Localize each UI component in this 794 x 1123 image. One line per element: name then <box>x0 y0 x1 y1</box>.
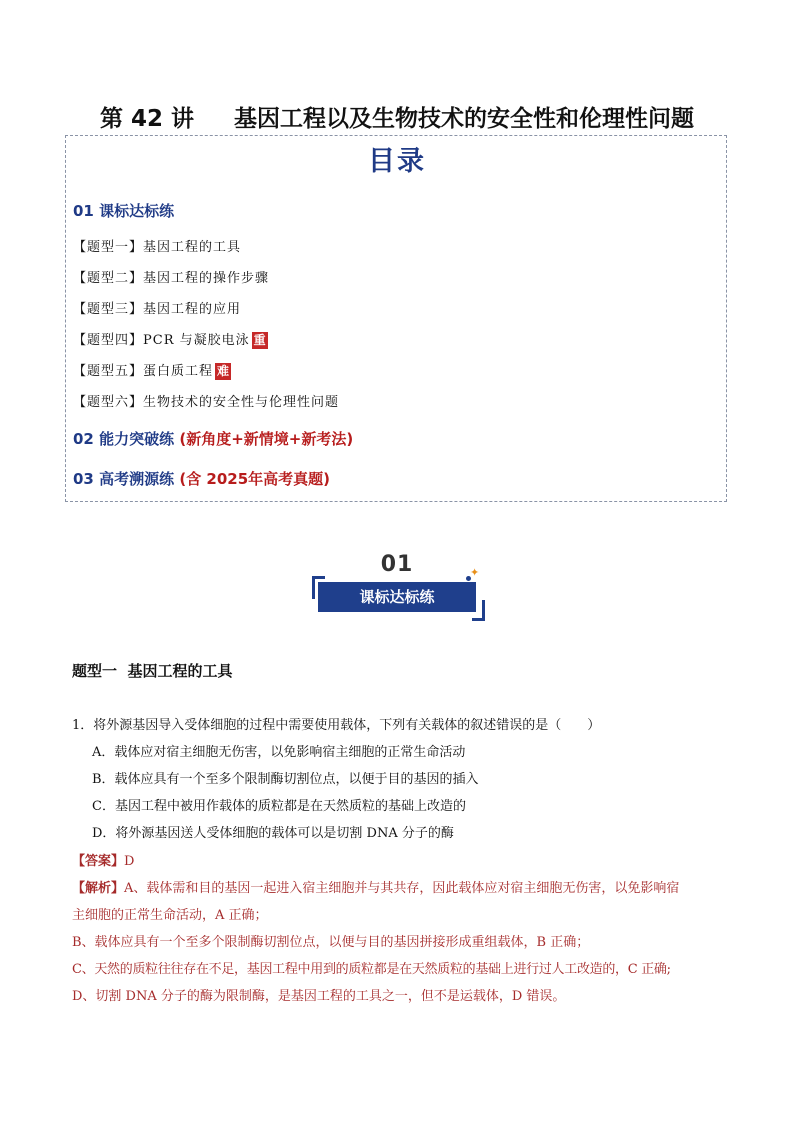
toc-section-3-label: 高考溯源练 <box>99 470 175 488</box>
toc-item-prefix: 【题型一】 <box>73 240 144 255</box>
toc-item-4[interactable] <box>73 329 268 349</box>
section-badge-number: 01 <box>380 552 414 577</box>
analysis-line-2: 主细胞的正常生命活动，A 正确； <box>72 908 268 923</box>
option-a: A．载体应对宿主细胞无伤害，以免影响宿主细胞的正常生命活动 <box>92 745 466 760</box>
toc-item-text: 蛋白质工程 <box>143 364 214 379</box>
option-d: D．将外源基因送人受体细胞的载体可以是切割 DNA 分子的酶 <box>92 826 454 841</box>
toc-section-2[interactable] <box>73 428 353 449</box>
toc-item-text: 生物技术的安全性与伦理性问题 <box>143 395 340 410</box>
toc-item-text: PCR 与凝胶电泳 <box>143 333 250 348</box>
analysis-label: 【解析】 <box>72 881 125 896</box>
important-tag: 重 <box>253 333 266 347</box>
analysis-line-3: B、载体应具有一个至多个限制酶切割位点，以便与目的基因拼接形成重组载体，B 正确； <box>72 935 590 950</box>
toc-section-3-note: (含 2025年高考真题) <box>179 470 331 488</box>
toc-item-prefix: 【题型四】 <box>73 333 144 348</box>
toc-title: 目录 <box>368 146 426 177</box>
analysis-line-5: D、切割 DNA 分子的酶为限制酶，是基因工程的工具之一，但不是运载体，D 错误。 <box>72 989 566 1004</box>
analysis-text: A、载体需和目的基因一起进入宿主细胞并与其共存，因此载体应对宿主细胞无伤害，以免影响宿 <box>124 881 680 896</box>
toc-item-prefix: 【题型二】 <box>73 271 144 286</box>
toc-item-3[interactable] <box>73 298 241 317</box>
toc-section-1[interactable] <box>73 200 174 221</box>
toc-item-5[interactable] <box>73 360 231 380</box>
difficult-tag: 难 <box>217 364 230 378</box>
answer-line <box>72 850 134 869</box>
toc-section-1-label: 课标达标练 <box>99 202 175 220</box>
question-type-heading: 题型一 基因工程的工具 <box>72 662 233 680</box>
question-stem: 1．将外源基因导入受体细胞的过程中需要使用载体，下列有关载体的叙述错误的是（ ） <box>72 718 601 733</box>
answer-value: D <box>124 854 135 869</box>
toc-item-2[interactable] <box>73 267 269 286</box>
toc-section-3-num: 03 <box>73 470 94 488</box>
analysis-line-4: C、天然的质粒往往存在不足，基因工程中用到的质粒都是在天然质粒的基础上进行过人工改造的，C 正确; <box>72 962 671 977</box>
section-badge: 课标达标练 <box>318 582 476 612</box>
toc-item-text: 基因工程的应用 <box>143 302 242 317</box>
answer-label: 【答案】 <box>72 854 125 869</box>
toc-section-2-note: (新角度+新情境+新考法) <box>179 430 354 448</box>
toc-item-1[interactable] <box>73 236 241 255</box>
toc-section-2-label: 能力突破练 <box>99 430 175 448</box>
toc-section-2-num: 02 <box>73 430 94 448</box>
option-c: C．基因工程中被用作载体的质粒都是在天然质粒的基础上改造的 <box>92 799 466 814</box>
toc-item-prefix: 【题型六】 <box>73 395 144 410</box>
toc-item-text: 基因工程的操作步骤 <box>143 271 270 286</box>
toc-item-prefix: 【题型五】 <box>73 364 144 379</box>
toc-item-text: 基因工程的工具 <box>143 240 242 255</box>
page-title: 第 42 讲 基因工程以及生物技术的安全性和伦理性问题 <box>99 106 695 132</box>
toc-item-prefix: 【题型三】 <box>73 302 144 317</box>
toc-item-6[interactable] <box>73 391 339 410</box>
option-b: B．载体应具有一个至多个限制酶切割位点，以便于目的基因的插入 <box>92 772 479 787</box>
toc-section-3[interactable] <box>73 468 330 489</box>
toc-section-1-num: 01 <box>73 202 94 220</box>
analysis-line-1 <box>72 877 679 896</box>
sparkle-icon: ✦ <box>470 566 480 579</box>
